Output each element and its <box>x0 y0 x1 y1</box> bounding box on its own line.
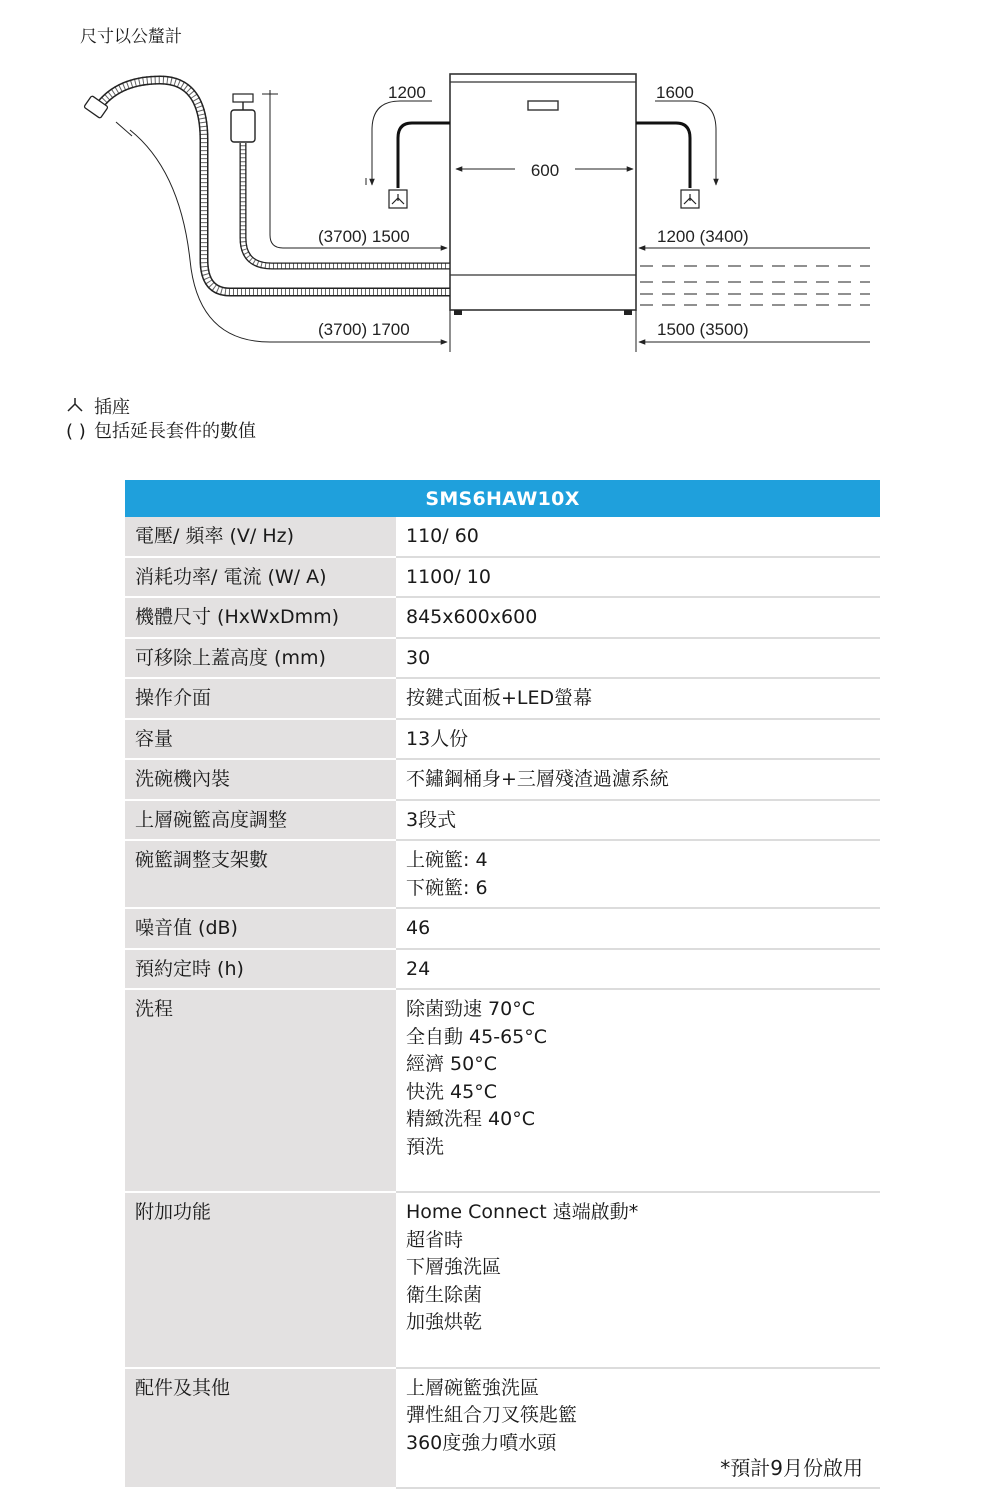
dim-left-bottom: (3700) 1700 <box>318 320 410 339</box>
spec-value-line: 下層強洗區 <box>406 1256 502 1278</box>
spec-value-line: 按鍵式面板+LED螢幕 <box>406 687 593 709</box>
spec-row <box>125 557 880 598</box>
spec-value <box>396 719 880 760</box>
spec-label: 噪音值 (dB) <box>125 908 396 949</box>
dim-top-right: 1600 <box>656 83 694 102</box>
legend-paren-symbol: ( ) <box>66 421 86 442</box>
spec-table <box>125 480 880 1489</box>
spec-row <box>125 678 880 719</box>
spec-value-line: 除菌勁速 70°C <box>406 998 535 1020</box>
diagram-legend <box>66 396 256 444</box>
spec-label: 預約定時 (h) <box>125 949 396 990</box>
spec-label: 容量 <box>125 719 396 760</box>
spec-row <box>125 759 880 800</box>
spec-value-line: 全自動 45-65°C <box>406 1025 548 1048</box>
spec-row <box>125 597 880 638</box>
water-inlet-hose <box>84 80 450 292</box>
spec-value-line: 30 <box>406 646 431 669</box>
spec-value-line: 精緻洗程 40°C <box>406 1108 535 1130</box>
spec-value-line: 超省時 <box>406 1228 464 1251</box>
spec-label: 洗程 <box>125 989 396 1192</box>
right-socket-icon <box>681 190 699 208</box>
dim-left-mid: (3700) 1500 <box>318 227 410 246</box>
dishwasher-outline <box>450 74 636 315</box>
spec-row <box>125 1192 880 1368</box>
spec-row <box>125 517 880 557</box>
spec-value <box>396 800 880 841</box>
legend-socket-label: 插座 <box>94 397 130 418</box>
left-socket-icon <box>389 190 407 208</box>
spec-value <box>396 517 880 557</box>
spec-value-line: 46 <box>406 917 431 939</box>
spec-value <box>396 597 880 638</box>
spec-value <box>396 949 880 990</box>
spec-label: 消耗功率/ 電流 (W/ A) <box>125 557 396 598</box>
dim-width: 600 <box>530 161 560 180</box>
spec-value-line: 衛生除菌 <box>406 1283 483 1306</box>
spec-value-line: 110/ 60 <box>406 525 479 547</box>
spec-row <box>125 800 880 841</box>
spec-value-line: 3段式 <box>406 808 457 831</box>
spec-value-line: 加強烘乾 <box>406 1311 483 1333</box>
spec-label: 碗籃調整支架數 <box>125 840 396 908</box>
dim-right-mid: 1200 (3400) <box>657 227 749 246</box>
spec-value-line: 上層碗籃強洗區 <box>406 1376 540 1399</box>
spec-value-line: 1100/ 10 <box>406 565 491 588</box>
spec-label: 附加功能 <box>125 1192 396 1368</box>
legend-paren-label: 包括延長套件的數值 <box>94 421 256 442</box>
spec-value-line: 13人份 <box>406 727 469 750</box>
spec-value <box>396 759 880 800</box>
installation-dimension-diagram <box>0 60 1000 360</box>
spec-value-line: 24 <box>406 957 431 980</box>
dim-right-bottom: 1500 (3500) <box>657 320 749 339</box>
spec-label: 操作介面 <box>125 678 396 719</box>
units-note: 尺寸以公釐計 <box>80 27 182 47</box>
spec-row <box>125 908 880 949</box>
spec-label: 配件及其他 <box>125 1368 396 1489</box>
footnote: *預計9月份啟用 <box>720 1456 863 1480</box>
spec-value <box>396 557 880 598</box>
spec-label: 電壓/ 頻率 (V/ Hz) <box>125 517 396 557</box>
model-header: SMS6HAW10X <box>125 480 880 517</box>
spec-value-line: 845x600x600 <box>406 606 538 628</box>
spec-label: 可移除上蓋高度 (mm) <box>125 638 396 679</box>
spec-value-line: 快洗 45°C <box>406 1080 497 1103</box>
spec-value <box>396 678 880 719</box>
spec-value-line: 不鏽鋼桶身+三層殘渣過濾系統 <box>406 768 669 790</box>
spec-row <box>125 638 880 679</box>
spec-row <box>125 840 880 908</box>
spec-row <box>125 989 880 1192</box>
spec-value <box>396 638 880 679</box>
spec-value-line: 經濟 50°C <box>406 1053 497 1075</box>
spec-value <box>396 989 880 1192</box>
spec-row <box>125 949 880 990</box>
dim-top-left: 1200 <box>388 83 426 102</box>
spec-label: 上層碗籃高度調整 <box>125 800 396 841</box>
spec-value <box>396 840 880 908</box>
spec-value-line: 預洗 <box>406 1135 445 1158</box>
socket-symbol-icon <box>66 396 94 420</box>
spec-label: 洗碗機內裝 <box>125 759 396 800</box>
spec-value-line: 360度強力噴水頭 <box>406 1431 557 1454</box>
spec-value-line: 彈性組合刀叉筷匙籃 <box>406 1404 578 1426</box>
spec-value-line: Home Connect 遠端啟動* <box>406 1201 639 1223</box>
spec-row <box>125 719 880 760</box>
spec-value <box>396 908 880 949</box>
spec-value <box>396 1192 880 1368</box>
spec-value-line: 上碗籃: 4 <box>406 849 488 871</box>
spec-label: 機體尺寸 (HxWxDmm) <box>125 597 396 638</box>
spec-value-line: 下碗籃: 6 <box>406 876 488 899</box>
